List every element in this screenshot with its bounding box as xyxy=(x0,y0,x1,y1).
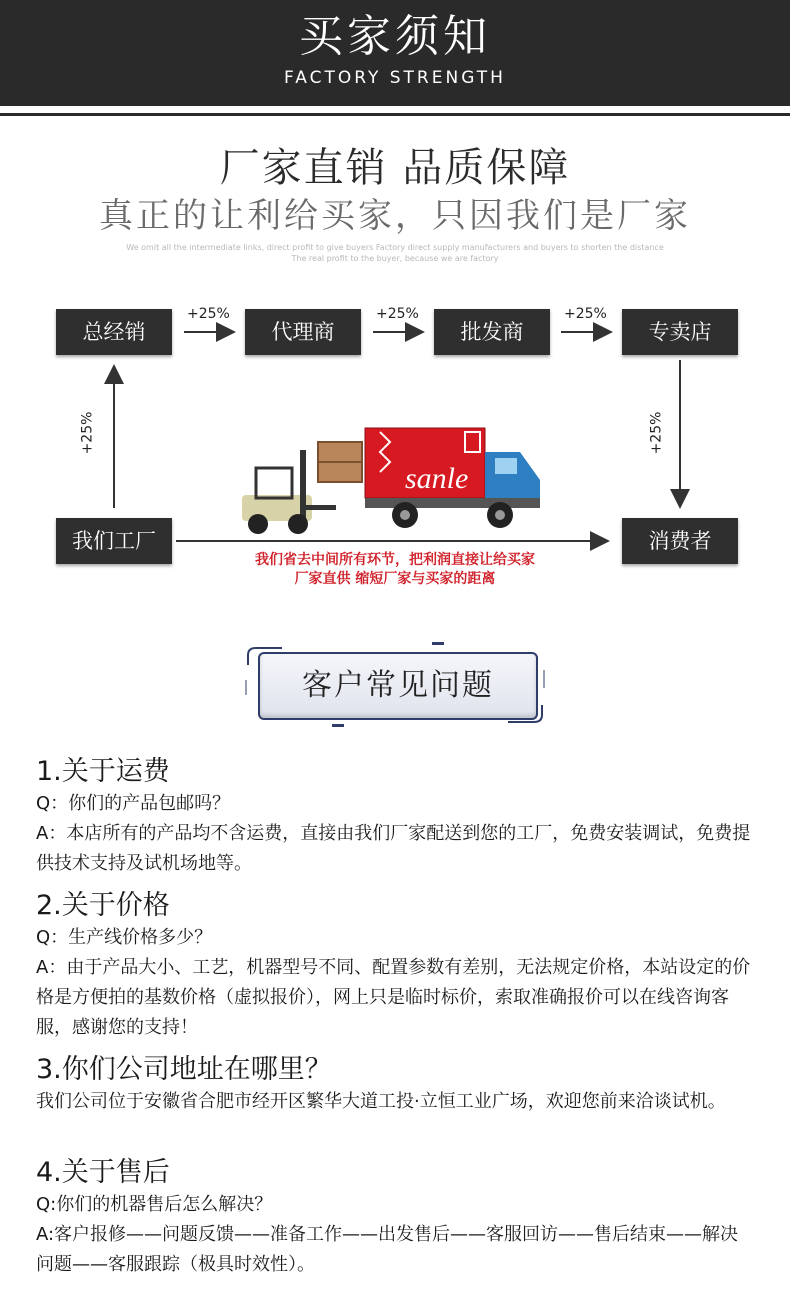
faq-question: Q：生产线价格多少？ xyxy=(36,927,213,948)
flow-node-store: 专卖店 xyxy=(622,309,738,355)
header-title: 买家须知 xyxy=(299,11,491,62)
faq-question: Q:你们的机器售后怎么解决？ xyxy=(36,1194,273,1215)
faq-title: 3.你们公司地址在哪里？ xyxy=(36,1054,332,1085)
flow-node-factory: 我们工厂 xyxy=(56,518,172,564)
markup-label: +25% xyxy=(648,411,665,455)
faq-title: 2.关于价格 xyxy=(36,890,170,921)
faq-section-price xyxy=(36,889,756,1043)
markup-label: +25% xyxy=(187,306,230,322)
slogan-english-line1: We omit all the intermediate links, direct profit to give buyers Factory direct supply manufacturers and buyers to shorten the distance xyxy=(126,243,664,252)
faq-answer: A:客户报修——问题反馈——准备工作——出发售后——客服回访——售后结束——解决问题——客服跟踪（极具时效性）。 xyxy=(36,1224,739,1275)
faq-answer: A：本店所有的产品均不含运费，直接由我们厂家配送到您的工厂，免费安装调试，免费提供技术支持及试机场地等。 xyxy=(36,823,751,874)
flow-node-wholesaler: 批发商 xyxy=(434,309,550,355)
slogan-english-line2: The real profit to the buyer, because we are factory xyxy=(291,254,499,263)
faq-banner: 客户常见问题 xyxy=(258,652,538,720)
faq-section-address xyxy=(36,1053,756,1117)
faq-answer: 我们公司位于安徽省合肥市经开区繁华大道工投·立恒工业广场，欢迎您前来洽谈试机。 xyxy=(36,1091,726,1112)
markup-label: +25% xyxy=(79,411,96,455)
flow-node-agent: 代理商 xyxy=(245,309,361,355)
faq-section-after-sales xyxy=(36,1156,756,1280)
faq-title: 4.关于售后 xyxy=(36,1157,170,1188)
flow-node-consumer: 消费者 xyxy=(622,518,738,564)
faq-title: 1.关于运费 xyxy=(36,756,170,787)
faq-section-shipping xyxy=(36,755,756,879)
slogan-secondary: 真正的让利给买家，只因我们是厂家 xyxy=(99,196,691,236)
markup-label: +25% xyxy=(564,306,607,322)
truck-logo: sanle xyxy=(405,462,469,495)
faq-question: Q：你们的产品包邮吗？ xyxy=(36,793,231,814)
flow-caption-1: 我们省去中间所有环节，把利润直接让给买家 xyxy=(255,552,535,568)
faq-answer: A：由于产品大小、工艺，机器型号不同、配置参数有差别，无法规定价格，本站设定的价格是方便拍的基数价格（虚拟报价），网上只是临时标价，索取准确报价可以在线咨询客服，感谢您的支持！ xyxy=(36,957,751,1038)
markup-label: +25% xyxy=(376,306,419,322)
slogan-main: 厂家直销 品质保障 xyxy=(219,145,571,191)
forklift-icon xyxy=(242,442,362,534)
flow-caption-2: 厂家直供 缩短厂家与买家的距离 xyxy=(294,571,496,587)
flow-node-general-distributor: 总经销 xyxy=(56,309,172,355)
header-subtitle: FACTORY STRENGTH xyxy=(284,68,506,88)
flow-arrows xyxy=(0,0,790,600)
